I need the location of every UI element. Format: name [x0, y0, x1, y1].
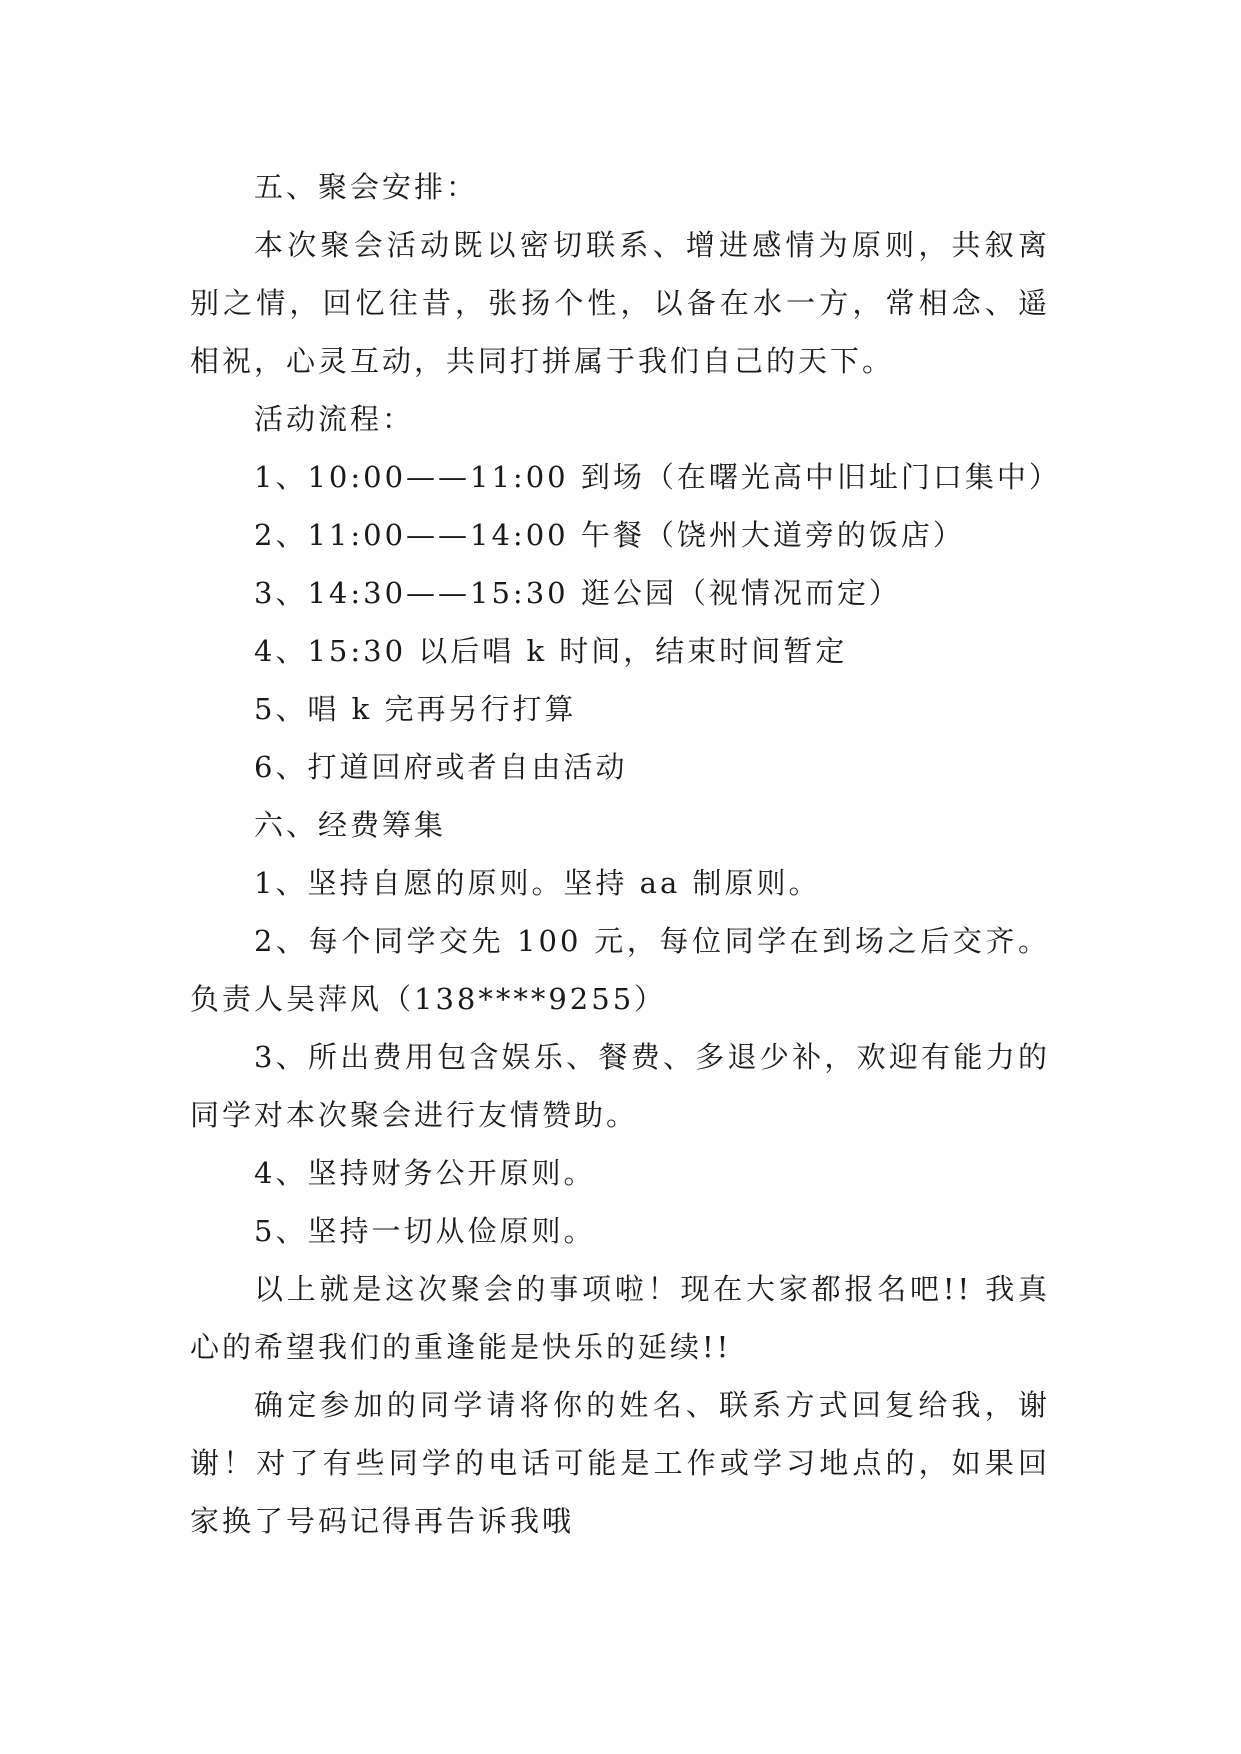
schedule-item-3: 3、14:30——15:30 逛公园（视情况而定） — [254, 576, 901, 610]
paragraph-rsvp: 确定参加的同学请将你的姓名、联系方式回复给我，谢谢！对了有些同学的电话可能是工作或学习地点的，如果回家换了号码记得再告诉我哦 — [190, 1388, 1050, 1538]
schedule-item-4: 4、15:30 以后唱 k 时间，结束时间暂定 — [254, 634, 848, 668]
paragraph-purpose: 本次聚会活动既以密切联系、增进感情为原则，共叙离别之情，回忆往昔，张扬个性，以备在水一方，常相念、遥相祝，心灵互动，共同打拼属于我们自己的天下。 — [190, 228, 1050, 378]
funding-item-3: 3、所出费用包含娱乐、餐费、多退少补，欢迎有能力的同学对本次聚会进行友情赞助。 — [190, 1040, 1050, 1132]
funding-item-1: 1、坚持自愿的原则。坚持 aa 制原则。 — [254, 866, 821, 900]
schedule-item-2: 2、11:00——14:00 午餐（饶州大道旁的饭店） — [254, 518, 965, 552]
funding-item-4: 4、坚持财务公开原则。 — [254, 1156, 596, 1190]
schedule-item-6: 6、打道回府或者自由活动 — [254, 750, 628, 784]
funding-item-2: 2、每个同学交先 100 元，每位同学在到场之后交齐。负责人吴萍风（138****9255） — [190, 924, 1050, 1016]
schedule-item-1: 1、10:00——11:00 到场（在曙光高中旧址门口集中） — [254, 460, 1061, 494]
section-heading-arrangement: 五、聚会安排： — [254, 170, 479, 204]
document-body — [190, 158, 1061, 1550]
section-heading-funding: 六、经费筹集 — [254, 808, 447, 842]
subheading-schedule: 活动流程： — [254, 402, 415, 436]
paragraph-closing: 以上就是这次聚会的事项啦！现在大家都报名吧!! 我真心的希望我们的重逢能是快乐的延续!! — [190, 1272, 1050, 1364]
schedule-item-5: 5、唱 k 完再另行打算 — [254, 692, 577, 726]
funding-item-5: 5、坚持一切从俭原则。 — [254, 1214, 596, 1248]
